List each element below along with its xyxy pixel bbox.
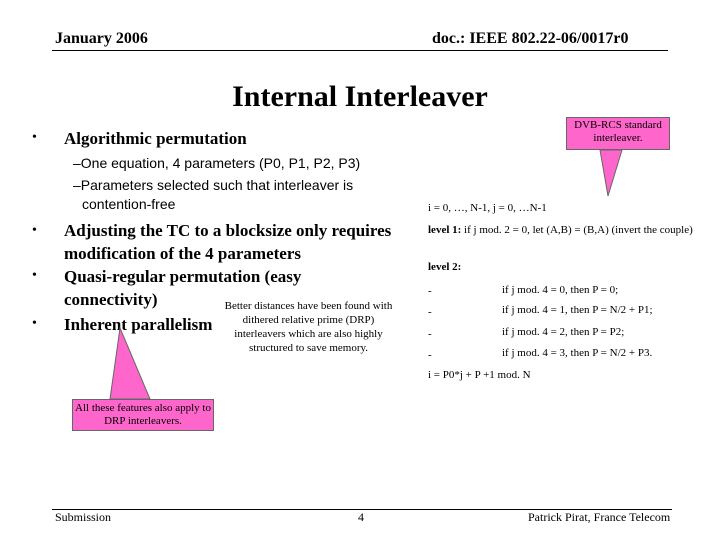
footer-page-number: 4 — [358, 510, 364, 524]
drp-features-callout: All these features also apply to DRP interleavers. — [72, 399, 214, 431]
footer-author: Patrick Pirat, France Telecom — [528, 510, 671, 524]
level2-dash-3: - — [428, 328, 432, 340]
bullet-adjusting-tc: Adjusting the TC to a blocksize only requires modification of the 4 parameters — [64, 221, 392, 263]
dvb-callout-pointer — [600, 150, 622, 196]
bullet-marker-2: • — [32, 223, 37, 238]
better-distances-callout: Better distances have been found with dithered relative prime (DRP) interleavers which are also highly structured to save memory. — [215, 296, 402, 355]
bullet-marker-1: • — [32, 130, 37, 145]
drp-callout-pointer — [110, 328, 150, 399]
header-doc-id: doc.: IEEE 802.22-06/0017r0 — [432, 30, 629, 47]
sub-bullet-one-equation: –One equation, 4 parameters (P0, P1, P2, P3) — [73, 155, 361, 171]
bullet-algorithmic-permutation: Algorithmic permutation — [64, 129, 247, 148]
level2-dash-2: - — [428, 306, 432, 318]
level1-block — [428, 223, 700, 237]
level2-label: level 2: — [428, 261, 462, 273]
level2-dash-1: - — [428, 285, 432, 297]
level1-label: level 1: — [428, 224, 462, 236]
index-range: i = 0, …, N-1, j = 0, …N-1 — [428, 202, 547, 214]
level1-text: if j mod. 2 = 0, let (A,B) = (B,A) (invert the couple) — [464, 224, 693, 236]
bullet-quasi-regular: Quasi-regular permutation (easy connectivity) — [64, 267, 302, 309]
level2-cond-2: if j mod. 4 = 1, then P = N/2 + P1; — [502, 304, 653, 316]
dvb-rcs-callout: DVB-RCS standard interleaver. — [566, 117, 670, 150]
page-title: Internal Interleaver — [232, 80, 488, 113]
bullet-inherent-parallelism: Inherent parallelism — [64, 315, 213, 334]
header-date: January 2006 — [55, 30, 148, 47]
bullet-marker-3: • — [32, 268, 37, 283]
level2-cond-3: if j mod. 4 = 2, then P = P2; — [502, 326, 625, 338]
level2-cond-4: if j mod. 4 = 3, then P = N/2 + P3. — [502, 347, 653, 359]
sub-bullet-parameters-selected: –Parameters selected such that interleaver is contention-free — [73, 177, 354, 212]
level2-cond-1: if j mod. 4 = 0, then P = 0; — [502, 284, 619, 296]
interleaver-formula: i = P0*j + P +1 mod. N — [428, 369, 531, 381]
bullet-marker-4: • — [32, 316, 37, 331]
footer-submission: Submission — [55, 510, 112, 524]
level2-dash-4: - — [428, 349, 432, 361]
